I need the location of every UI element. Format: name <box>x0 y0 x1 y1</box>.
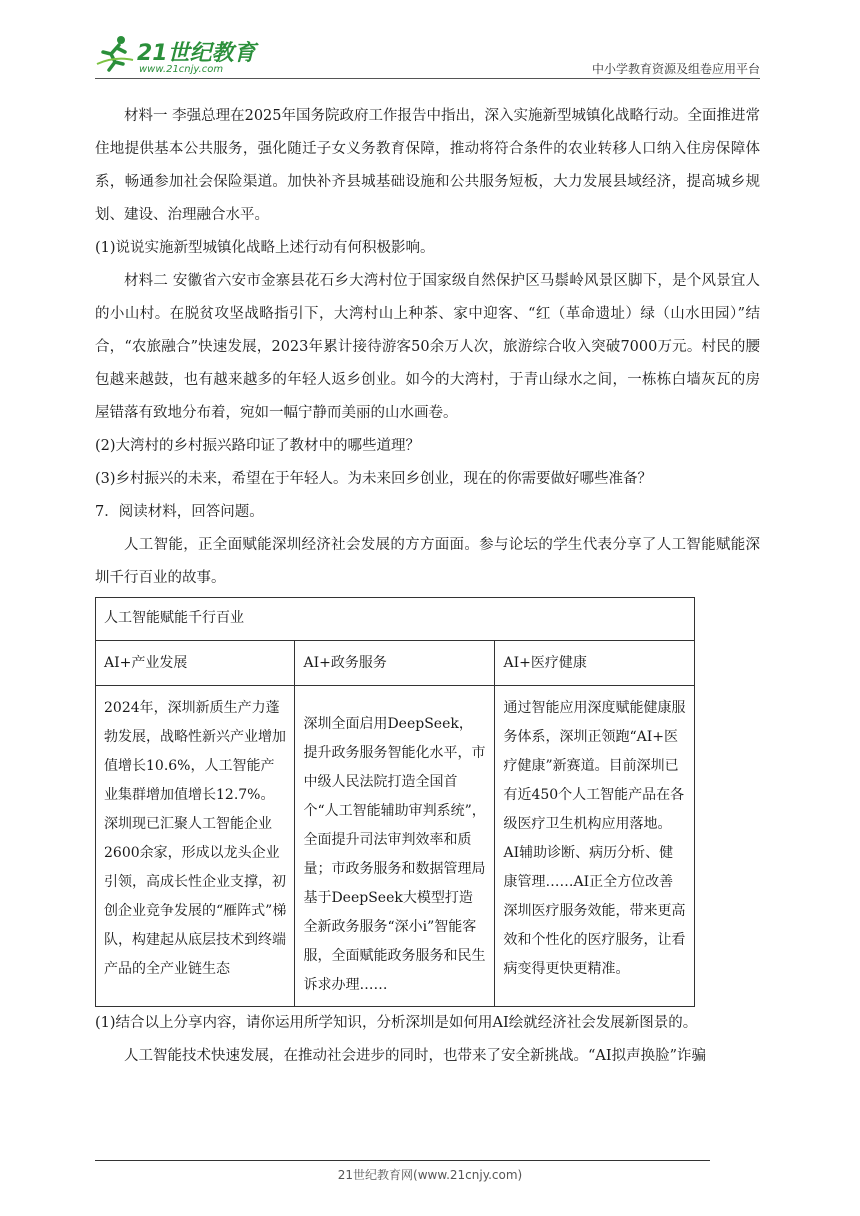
page-header <box>95 30 760 80</box>
footer-divider <box>95 1160 710 1161</box>
header-industry: AI+产业发展 <box>96 641 295 686</box>
ai-industries-table <box>95 597 695 1007</box>
table-title: 人工智能赋能千行百业 <box>96 598 695 641</box>
header-divider <box>95 78 760 79</box>
question-3: (3)乡村振兴的未来，希望在于年轻人。为未来回乡创业，现在的你需要做好哪些准备？ <box>95 471 653 487</box>
cell-healthcare: 通过智能应用深度赋能健康服务体系，深圳正领跑“AI+医疗健康”新赛道。目前深圳已有近450个人工智能产品在各级医疗卫生机构应用落地。AI辅助诊断、病历分析、健康管理……AI正全方位改善深圳医疗服务效能，带来更高效和个性化的医疗服务，让看病变得更快更精准。 <box>495 686 695 1007</box>
cell-government: 深圳全面启用DeepSeek，提升政务服务智能化水平，市中级人民法院打造全国首个“人工智能辅助审判系统”，全面提升司法审判效率和质量；市政务服务和数据管理局基于DeepSeek大模型打造全新政务服务“深小i”智能客服，全面赋能政务服务和民生诉求办理…… <box>295 686 495 1007</box>
footer-source[interactable]: 21世纪教育网(www.21cnjy.com) <box>337 1168 523 1182</box>
cell-industry: 2024年，深圳新质生产力蓬勃发展，战略性新兴产业增加值增长10.6%，人工智能产业集群增加值增长12.7%。深圳现已汇聚人工智能企业2600余家，形成以龙头企业引领，高成长性企业支撑，初创企业竞争发展的“雁阵式”梯队，构建起从底层技术到终端产品的全产业链生态 <box>96 686 295 1007</box>
runner-logo-icon <box>95 34 135 72</box>
platform-name: 中小学教育资源及组卷应用平台 <box>591 62 760 76</box>
logo-title: 21世纪教育 <box>137 41 256 66</box>
question-7-1: (1)结合以上分享内容，请你运用所学知识，分析深圳是如何用AI绘就经济社会发展新图景的。 <box>95 1015 698 1031</box>
ai-intro: 人工智能，正全面赋能深圳经济社会发展的方方面面。参与论坛的学生代表分享了人工智能赋能深圳千行百业的故事。 <box>95 537 760 586</box>
material-two: 材料二 安徽省六安市金寨县花石乡大湾村位于国家级自然保护区马鬃岭风景区脚下，是个风景宜人的小山村。在脱贫攻坚战略指引下，大湾村山上种茶、家中迎客、“红（革命遗址）绿（山水田园）”结合，“农旅融合”快速发展，2023年累计接待游客50余万人次，旅游综合收入突破7000万元。村民的腰包越来越鼓，也有越来越多的年轻人返乡创业。如今的大湾村，于青山绿水之间，一栋栋白墙灰瓦的房屋错落有致地分布着，宛如一幅宁静而美丽的山水画卷。 <box>95 273 760 421</box>
question-2: (2)大湾村的乡村振兴路印证了教材中的哪些道理？ <box>95 438 421 454</box>
logo[interactable] <box>95 30 265 80</box>
document-body <box>95 100 760 1073</box>
header-government: AI+政务服务 <box>295 641 495 686</box>
question-1: (1)说说实施新型城镇化战略上述行动有何积极影响。 <box>95 240 435 256</box>
question-7-heading: 7．阅读材料，回答问题。 <box>95 504 264 520</box>
header-healthcare: AI+医疗健康 <box>495 641 695 686</box>
last-paragraph: 人工智能技术快速发展，在推动社会进步的同时，也带来了安全新挑战。“AI拟声换脸”诈骗 <box>124 1048 707 1064</box>
material-one: 材料一 李强总理在2025年国务院政府工作报告中指出，深入实施新型城镇化战略行动。全面推进常住地提供基本公共服务，强化随迁子女义务教育保障，推动将符合条件的农业转移人口纳入住房保障体系，畅通参加社会保险渠道。加快补齐县城基础设施和公共服务短板，大力发展县域经济，提高城乡规划、建设、治理融合水平。 <box>95 108 761 223</box>
logo-url: www.21cnjy.com <box>139 64 224 75</box>
